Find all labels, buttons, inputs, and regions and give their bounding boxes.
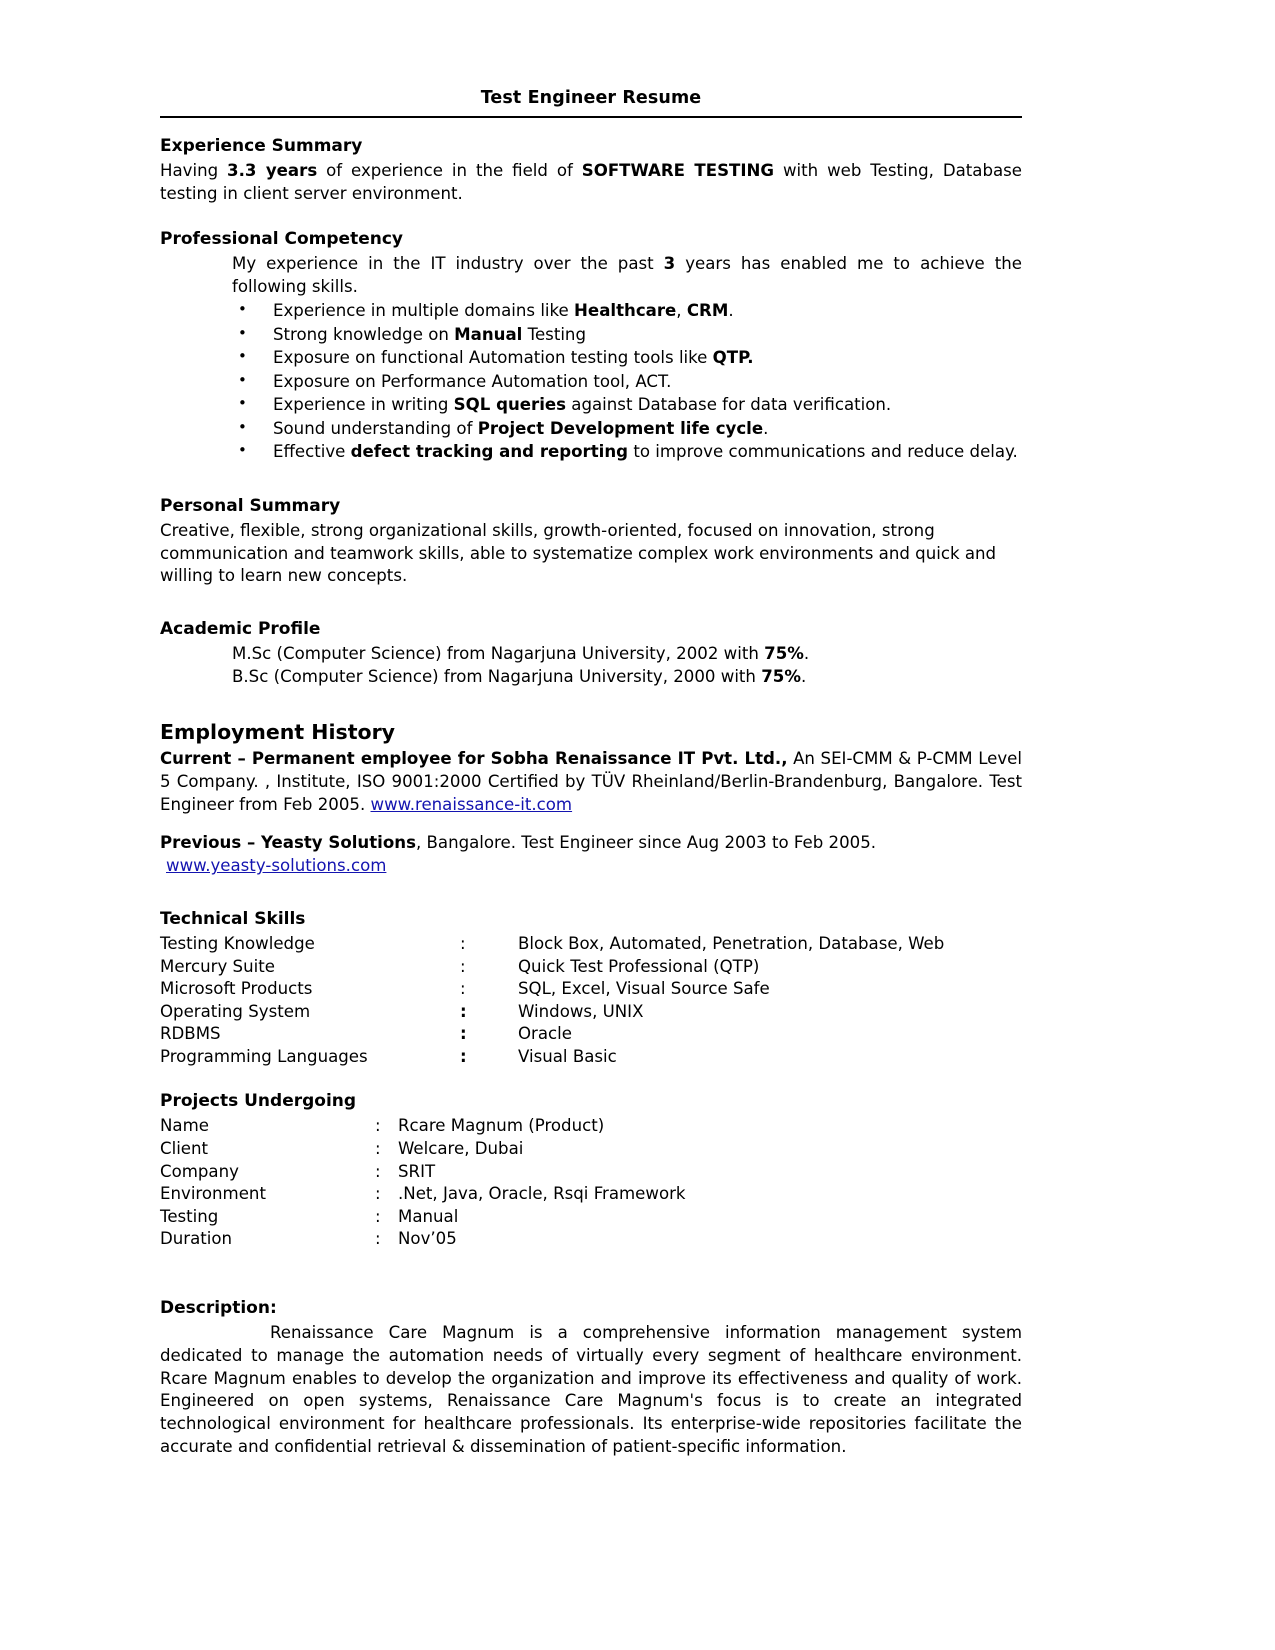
skill-label: Programming Languages — [160, 1046, 368, 1066]
skill-separator: : — [460, 979, 466, 999]
academic-profile-heading: Academic Profile — [160, 619, 321, 640]
table-row — [160, 1183, 686, 1206]
experience-summary-heading: Experience Summary — [160, 136, 363, 156]
professional-competency-heading: Professional Competency — [160, 228, 403, 249]
table-row — [160, 1001, 944, 1024]
bullet-bold: Manual — [454, 324, 523, 344]
technical-skills-table — [160, 933, 944, 1068]
bullet-post: against Database for data verification. — [566, 395, 892, 415]
project-value: Rcare Magnum (Product) — [398, 1116, 605, 1136]
project-separator: : — [375, 1229, 381, 1249]
project-label: Company — [160, 1161, 239, 1181]
exp-text-2: of experience in the field of — [317, 160, 582, 180]
list-item — [160, 441, 1022, 464]
table-row — [160, 1046, 944, 1069]
table-row — [160, 1023, 944, 1046]
list-item — [160, 300, 1022, 323]
project-value: .Net, Java, Oracle, Rsqi Framework — [398, 1184, 686, 1204]
academic-entry — [232, 666, 1022, 689]
skill-label: Testing Knowledge — [160, 934, 315, 954]
bullet-bold: Project Development life cycle — [477, 418, 764, 438]
project-value: Manual — [398, 1206, 459, 1226]
section-description — [160, 1297, 1022, 1459]
academic-entry-post: . — [800, 667, 807, 687]
spacer — [160, 206, 1022, 228]
technical-skills-heading: Technical Skills — [160, 909, 306, 930]
spacer — [160, 689, 1022, 719]
skill-separator: : — [460, 1024, 467, 1044]
bullet-post: to improve communications and reduce delay. — [628, 442, 1018, 462]
project-separator: : — [375, 1206, 381, 1226]
skill-value: Windows, UNIX — [518, 1001, 644, 1021]
project-separator: : — [375, 1116, 381, 1136]
professional-competency-intro — [232, 253, 1022, 299]
description-heading: Description: — [160, 1297, 277, 1318]
project-label: Environment — [160, 1184, 266, 1204]
table-row — [160, 1138, 686, 1161]
bullet-bold: SQL queries — [453, 395, 567, 415]
pc-intro-bold: 3 — [663, 253, 676, 273]
employment-previous — [160, 832, 1022, 855]
section-academic-profile — [160, 618, 1022, 689]
project-value: Nov’05 — [398, 1229, 457, 1249]
skill-value: Block Box, Automated, Penetration, Database, Web — [518, 934, 945, 954]
bullet-text: Exposure on functional Automation testing tools like — [273, 348, 713, 368]
personal-summary-text: Creative, flexible, strong organizational skills, growth-oriented, focused on innovation, strong communication and teamwork skills, able to systematize complex work environments and quick and willing to learn new concepts. — [160, 520, 997, 586]
project-separator: : — [375, 1161, 381, 1181]
skill-label: Microsoft Products — [160, 979, 313, 999]
bullet-bold: defect tracking and reporting — [350, 442, 629, 462]
table-row — [160, 956, 944, 979]
pc-intro-2: years has enabled me to achieve the following skills. — [232, 253, 1023, 296]
bullet-post: . — [728, 301, 734, 321]
employment-previous-bold: Previous – Yeasty Solutions — [160, 833, 416, 853]
skill-value: SQL, Excel, Visual Source Safe — [518, 979, 770, 999]
project-separator: : — [375, 1138, 381, 1158]
project-label: Client — [160, 1138, 209, 1158]
experience-summary-text — [160, 160, 1022, 206]
exp-bold-software-testing: SOFTWARE TESTING — [581, 160, 775, 180]
spacer — [160, 816, 1022, 832]
table-row — [160, 1206, 686, 1229]
title-divider — [160, 116, 1022, 118]
competency-bullet-list — [160, 300, 1022, 464]
skill-label: Operating System — [160, 1001, 311, 1021]
description-text: Renaissance Care Magnum is a comprehensive information management system dedicated to manage the automation needs of virtually every segment of healthcare environment. Rcare Magnum enables to develop the organization and improve its effectiveness and quality of work. Engineered on open systems, Renaissance Care Magnum's focus is to create an integrated technological environment for healthcare professionals. Its enterprise-wide repositories facilitate the accurate and confidential retrieval & dissemination of patient-specific information. — [160, 1322, 1022, 1457]
bullet-text: Experience in multiple domains like — [273, 301, 575, 321]
exp-text-3: with web Testing, Database testing in client server environment. — [160, 160, 1023, 203]
table-row — [160, 933, 944, 956]
section-projects-undergoing — [160, 1090, 1022, 1250]
yeasty-solutions-link[interactable]: www.yeasty-solutions.com — [166, 856, 387, 876]
project-label: Name — [160, 1116, 209, 1136]
academic-entry-post: . — [803, 644, 810, 664]
section-professional-competency — [160, 228, 1022, 465]
academic-entry-text: M.Sc (Computer Science) from Nagarjuna University, 2002 with — [232, 644, 765, 664]
skill-value: Visual Basic — [518, 1046, 617, 1066]
list-item — [160, 324, 1022, 347]
table-row — [160, 978, 944, 1001]
employment-current — [160, 748, 1022, 817]
spacer — [160, 878, 1022, 908]
bullet-text: Strong knowledge on — [273, 324, 455, 344]
employment-current-text: An SEI-CMM & P-CMM Level 5 Company. , Institute, ISO 9001:2000 Certified by TÜV Rheinland/Berlin-Brandenburg, Bangalore. Test Engineer from Feb 2005. — [160, 748, 1022, 814]
list-item — [160, 371, 1022, 394]
bullet-post: . — [763, 418, 769, 438]
page-title: Test Engineer Resume — [480, 88, 702, 108]
list-item — [160, 347, 1022, 370]
skill-separator: : — [460, 1001, 467, 1021]
project-separator: : — [375, 1184, 381, 1204]
spacer — [160, 588, 1022, 618]
skill-value: Oracle — [518, 1024, 572, 1044]
table-row — [160, 1161, 686, 1184]
pc-intro-1: My experience in the IT industry over the past — [232, 253, 664, 273]
section-experience-summary — [160, 135, 1022, 206]
spacer — [160, 1251, 1022, 1297]
list-item — [160, 418, 1022, 441]
employment-history-heading: Employment History — [160, 720, 396, 745]
renaissance-it-link[interactable]: www.renaissance-it.com — [370, 794, 573, 814]
document-body — [160, 88, 1022, 1459]
spacer — [160, 465, 1022, 495]
skill-separator: : — [460, 956, 466, 976]
employment-previous-text: , Bangalore. Test Engineer since Aug 2003 to Feb 2005. — [415, 833, 877, 853]
projects-undergoing-heading: Projects Undergoing — [160, 1091, 357, 1112]
bullet-text: Exposure on Performance Automation tool, ACT. — [273, 371, 672, 391]
project-label: Testing — [160, 1206, 219, 1226]
bullet-bold: QTP. — [712, 348, 754, 368]
section-personal-summary — [160, 495, 1022, 589]
section-employment-history — [160, 719, 1022, 878]
academic-entry — [232, 643, 1022, 666]
table-row — [160, 1228, 686, 1251]
employment-previous-link-line — [166, 855, 1022, 878]
skill-label: RDBMS — [160, 1024, 221, 1044]
table-row — [160, 1115, 686, 1138]
bullet-bold-2: CRM — [686, 301, 729, 321]
academic-entry-text: B.Sc (Computer Science) from Nagarjuna University, 2000 with — [232, 667, 762, 687]
projects-table — [160, 1115, 686, 1250]
employment-current-bold: Current – Permanent employee for Sobha Renaissance IT Pvt. Ltd., — [160, 748, 788, 768]
bullet-bold: Healthcare — [574, 301, 677, 321]
skill-label: Mercury Suite — [160, 956, 275, 976]
skill-value: Quick Test Professional (QTP) — [518, 956, 760, 976]
academic-entry-percent: 75% — [761, 667, 801, 687]
section-technical-skills — [160, 908, 1022, 1068]
exp-bold-years: 3.3 years — [227, 160, 318, 180]
project-value: Welcare, Dubai — [398, 1138, 524, 1158]
bullet-text: Experience in writing — [273, 395, 454, 415]
list-item — [160, 394, 1022, 417]
bullet-text: Effective — [273, 442, 351, 462]
bullet-mid: , — [676, 301, 687, 321]
project-value: SRIT — [398, 1161, 436, 1181]
skill-separator: : — [460, 934, 466, 954]
project-label: Duration — [160, 1229, 233, 1249]
bullet-post: Testing — [522, 324, 586, 344]
academic-entry-percent: 75% — [764, 644, 804, 664]
personal-summary-heading: Personal Summary — [160, 495, 341, 516]
exp-text-1: Having — [160, 160, 228, 180]
skill-separator: : — [460, 1046, 467, 1066]
spacer — [160, 1068, 1022, 1090]
bullet-text: Sound understanding of — [273, 418, 478, 438]
